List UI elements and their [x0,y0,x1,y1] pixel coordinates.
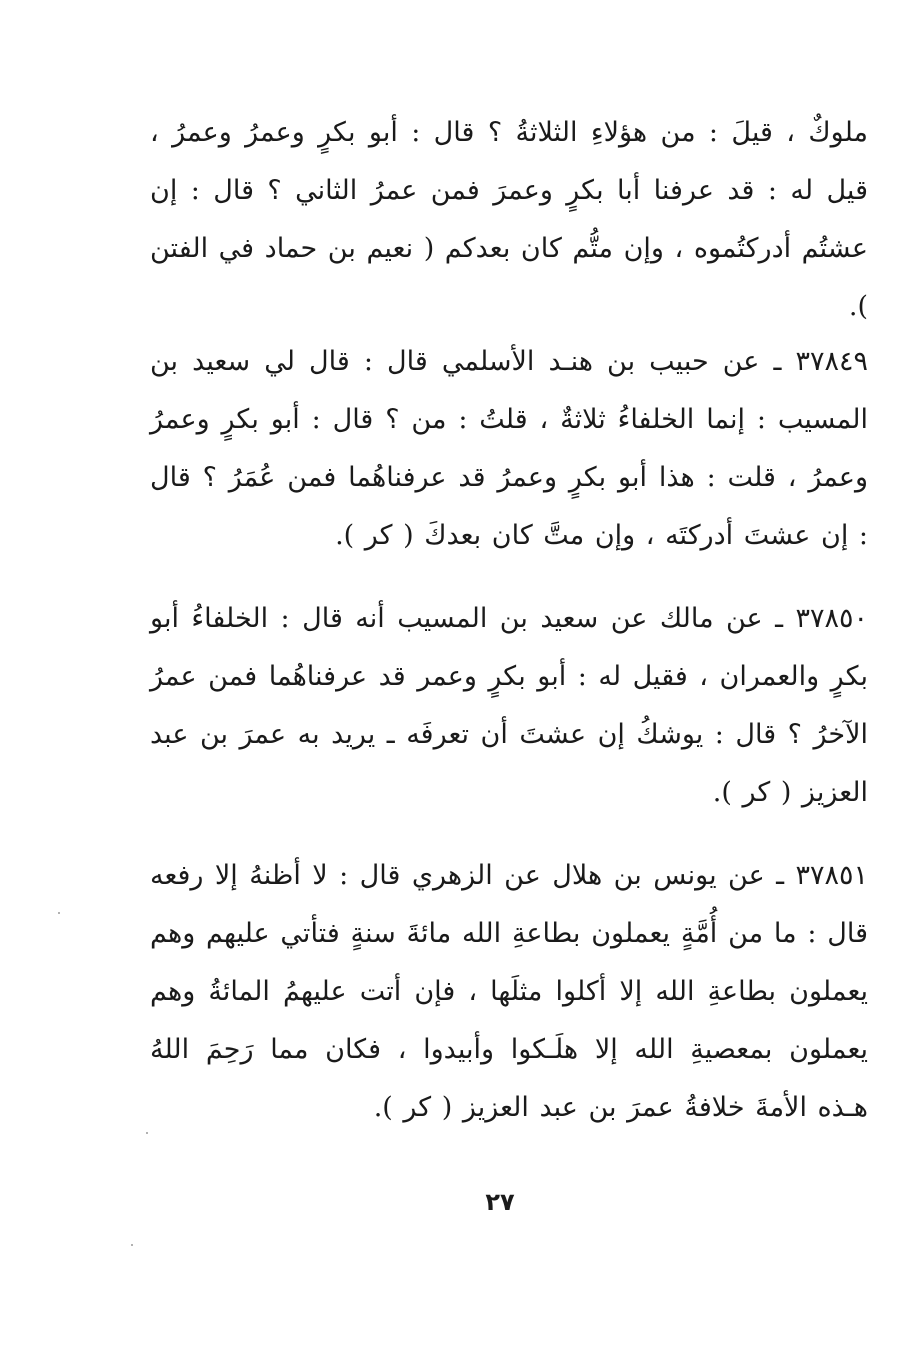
paragraph-text: ٣٧٨٥٠ ـ عن مالك عن سعيد بن المسيب أنه قال : الخلفاءُ أبو بكرٍ والعمران ، فقيل له : أبو بكرٍ وعمر قد عرفناهُما فمن عمرُ الآخرُ ؟ قال : يوشكُ إن عشتَ أن تعرفَه ـ يريد به عمرَ بن عبد العزيز ( كر ). [150,603,868,808]
scan-speck [146,1132,148,1134]
page-number: ٢٧ [485,1188,515,1216]
scan-speck [58,912,60,914]
paragraph-text: ٣٧٨٥١ ـ عن يونس بن هلال عن الزهري قال : لا أظنهُ إلا رفعه قال : ما من أُمَّةٍ يعملون بطاعةِ الله مائةَ سنةٍ فتأتي عليهم وهم يعملون بطاعةِ الله إلا أكلوا مثلَها ، فإن أتت عليهمُ المائةُ وهم يعملون بمعصيةِ الله إلا هلَـكوا وأبيدوا ، فكان مما رَحِمَ اللهُ هـذه الأمةَ خلافةُ عمرَ بن عبد العزيز ( كر ). [150,860,868,1123]
paragraph-text: ملوكٌ ، قيلَ : من هؤلاءِ الثلاثةُ ؟ قال : أبو بكرٍ وعمرُ وعمرُ ، قيل له : قد عرفنا أبا بكرٍ وعمرَ فمن عمرُ الثاني ؟ قال : إن عشتُم أدركتُموه ، وإن متُّم كان بعدكم ( نعيم بن حماد في الفتن ). [150,117,868,322]
paragraph-text: ٣٧٨٤٩ ـ عن حبيب بن هنـد الأسلمي قال : قال لي سعيد بن المسيب : إنما الخلفاءُ ثلاثةٌ ، قلتُ : من ؟ قال : أبو بكرٍ وعمرُ وعمرُ ، قلت : هذا أبو بكرٍ وعمرُ قد عرفناهُما فمن عُمَرُ ؟ قال : إن عشتَ أدركتَه ، وإن متَّ كان بعدكَ ( كر ). [150,346,868,551]
paragraph-37849 [150,333,868,565]
scan-speck [131,1244,133,1246]
paragraph-37851 [150,847,868,1137]
paragraph-1 [150,104,868,336]
paragraph-37850 [150,590,868,822]
